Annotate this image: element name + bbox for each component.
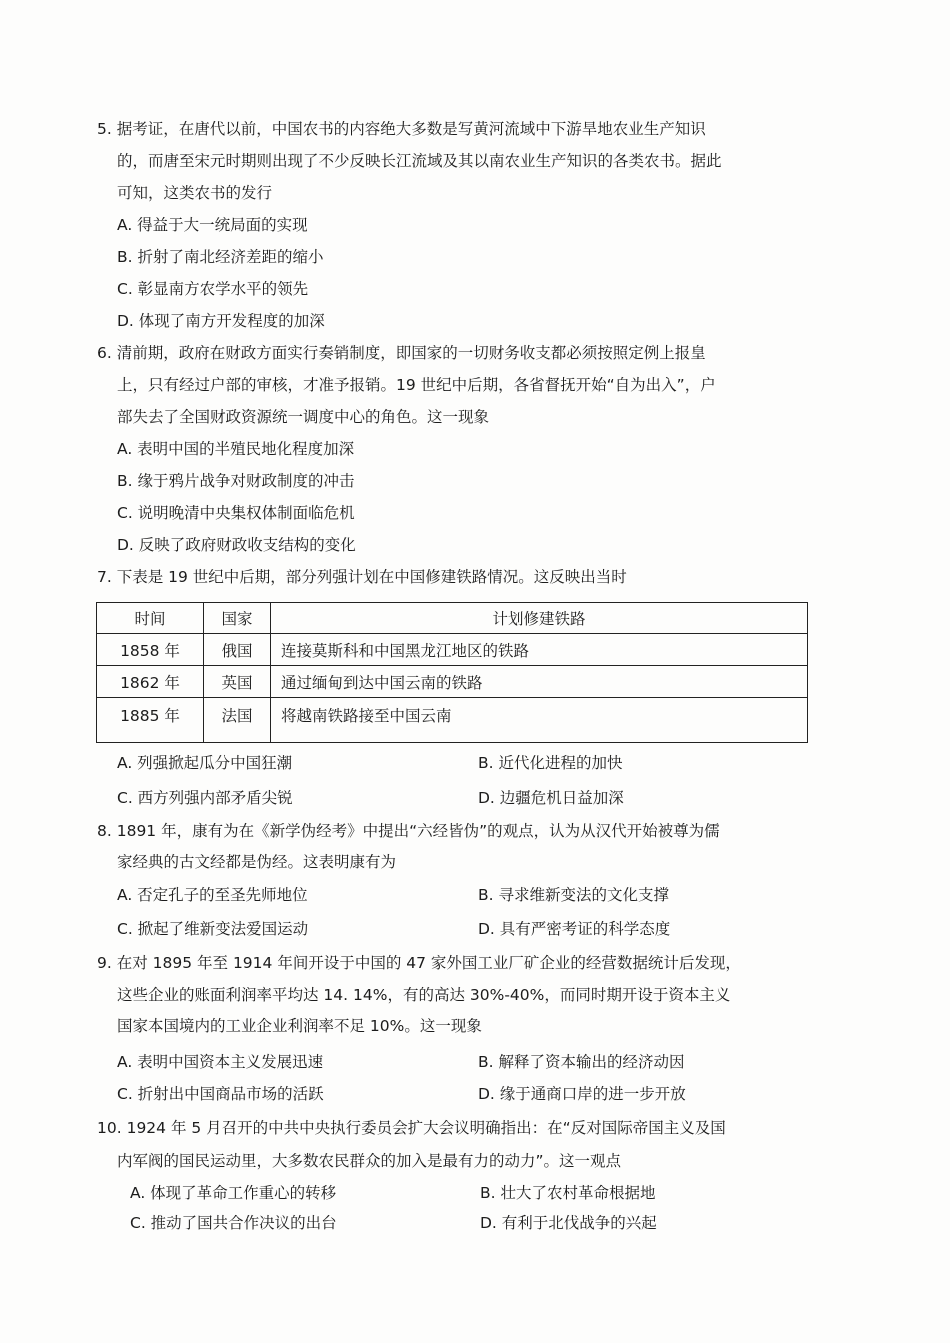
question-9-stem-line-3: 国家本国境内的工业企业利润率不足 10%。这一现象 <box>117 1017 482 1035</box>
question-9-option-b[interactable]: B. 解释了资本输出的经济动因 <box>478 1053 685 1071</box>
question-5-stem-line-3: 可知，这类农书的发行 <box>117 184 273 202</box>
cell-year: 1862 年 <box>97 666 204 698</box>
question-7-stem: 7. 下表是 19 世纪中后期，部分列强计划在中国修建铁路情况。这反映出当时 <box>97 568 627 586</box>
question-10-option-a[interactable]: A. 体现了革命工作重心的转移 <box>130 1184 337 1202</box>
question-9-stem-line-1: 9. 在对 1895 年至 1914 年间开设于中国的 47 家外国工业厂矿企业的经营数据统计后发现， <box>97 954 741 972</box>
question-6-stem-line-2: 上，只有经过户部的审核，才准予报销。19 世纪中后期，各省督抚开始“自为出入”，户 <box>117 376 716 394</box>
question-6-option-d[interactable]: D. 反映了政府财政收支结构的变化 <box>117 536 356 554</box>
header-time: 时间 <box>97 603 204 634</box>
question-5-stem-line-2: 的，而唐至宋元时期则出现了不少反映长江流域及其以南农业生产知识的各类农书。据此 <box>117 152 722 170</box>
question-8-stem-line-1: 8. 1891 年，康有为在《新学伪经考》中提出“六经皆伪”的观点，认为从汉代开始被尊为儒 <box>97 822 720 840</box>
question-5-option-c[interactable]: C. 彰显南方农学水平的领先 <box>117 280 309 298</box>
question-10-option-d[interactable]: D. 有利于北伐战争的兴起 <box>480 1214 657 1232</box>
question-5-stem-line-1: 5. 据考证，在唐代以前，中国农书的内容绝大多数是写黄河流域中下游旱地农业生产知识 <box>97 120 706 138</box>
cell-railway: 连接莫斯科和中国黑龙江地区的铁路 <box>271 634 808 666</box>
question-7-option-c[interactable]: C. 西方列强内部矛盾尖锐 <box>117 789 293 807</box>
question-7-option-a[interactable]: A. 列强掀起瓜分中国狂潮 <box>117 754 293 772</box>
question-8-option-a[interactable]: A. 否定孔子的至圣先师地位 <box>117 886 308 904</box>
question-8-option-c[interactable]: C. 掀起了维新变法爱国运动 <box>117 920 309 938</box>
cell-year: 1885 年 <box>97 698 204 743</box>
question-9-option-c[interactable]: C. 折射出中国商品市场的活跃 <box>117 1085 324 1103</box>
table-row <box>97 698 808 743</box>
question-10-stem-line-2: 内军阀的国民运动里，大多数农民群众的加入是最有力的动力”。这一观点 <box>117 1152 622 1170</box>
question-10-option-b[interactable]: B. 壮大了农村革命根据地 <box>480 1184 656 1202</box>
cell-railway: 通过缅甸到达中国云南的铁路 <box>271 666 808 698</box>
question-9-option-d[interactable]: D. 缘于通商口岸的进一步开放 <box>478 1085 686 1103</box>
question-6-option-c[interactable]: C. 说明晚清中央集权体制面临危机 <box>117 504 355 522</box>
cell-country: 俄国 <box>204 634 271 666</box>
cell-country: 法国 <box>204 698 271 743</box>
question-8-stem-line-2: 家经典的古文经都是伪经。这表明康有为 <box>117 853 397 871</box>
question-6-option-b[interactable]: B. 缘于鸦片战争对财政制度的冲击 <box>117 472 355 490</box>
table-header-row <box>97 603 808 634</box>
question-9-stem-line-2: 这些企业的账面利润率平均达 14. 14%，有的高达 30%-40%，而同时期开设于资本主义 <box>117 986 731 1004</box>
question-6-option-a[interactable]: A. 表明中国的半殖民地化程度加深 <box>117 440 355 458</box>
question-10-stem-line-1: 10. 1924 年 5 月召开的中共中央执行委员会扩大会议明确指出：在“反对国际帝国主义及国 <box>97 1119 726 1137</box>
table-row <box>97 634 808 666</box>
question-10-option-c[interactable]: C. 推动了国共合作决议的出台 <box>130 1214 337 1232</box>
cell-country: 英国 <box>204 666 271 698</box>
question-6-stem-line-3: 部失去了全国财政资源统一调度中心的角色。这一现象 <box>117 408 490 426</box>
question-7-option-d[interactable]: D. 边疆危机日益加深 <box>478 789 624 807</box>
cell-year: 1858 年 <box>97 634 204 666</box>
question-8-option-d[interactable]: D. 具有严密考证的科学态度 <box>478 920 671 938</box>
question-7-option-b[interactable]: B. 近代化进程的加快 <box>478 754 623 772</box>
railway-plan-table <box>96 602 808 743</box>
table-row <box>97 666 808 698</box>
question-9-option-a[interactable]: A. 表明中国资本主义发展迅速 <box>117 1053 324 1071</box>
question-8-option-b[interactable]: B. 寻求维新变法的文化支撑 <box>478 886 669 904</box>
header-country: 国家 <box>204 603 271 634</box>
question-5-option-b[interactable]: B. 折射了南北经济差距的缩小 <box>117 248 324 266</box>
cell-railway: 将越南铁路接至中国云南 <box>271 698 808 743</box>
question-5-option-d[interactable]: D. 体现了南方开发程度的加深 <box>117 312 325 330</box>
question-5-option-a[interactable]: A. 得益于大一统局面的实现 <box>117 216 308 234</box>
question-6-stem-line-1: 6. 清前期，政府在财政方面实行奏销制度，即国家的一切财务收支都必须按照定例上报皇 <box>97 344 706 362</box>
header-railway-plan: 计划修建铁路 <box>271 603 808 634</box>
